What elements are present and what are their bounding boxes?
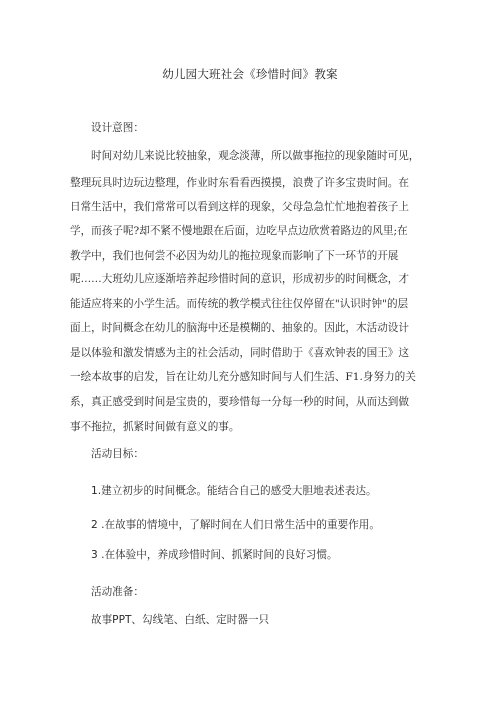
paragraph-line: 整理玩具时边玩边整理，作业时东看看西摸摸，浪费了许多宝贵时间。在 [70, 177, 409, 189]
paragraph-line: 呢……大班幼儿应逐渐培养起珍惜时间的意识，形成初步的时间概念，才 [70, 273, 409, 285]
prep-items: 故事PPT、勾线笔、白纸、定时器一只 [91, 614, 270, 626]
document-title: 幼儿园大班社会《珍惜时间》教案 [162, 67, 338, 81]
paragraph-line: 是以体验和激发情感为主的社会活动，同时借助于《喜欢钟表的国王》这 [70, 347, 409, 359]
design-heading: 设计意图： [91, 122, 144, 134]
goal-item: 3 .在体验中，养成珍惜时间、抓紧时间的良好习惯。 [91, 549, 338, 561]
paragraph-line: 日常生活中，我们常常可以看到这样的现象，父母急急忙忙地抱着孩子上 [70, 201, 409, 213]
paragraph-line: 学，而孩子呢?却不紧不慢地跟在后面，边吃早点边欣赏着路边的风里;在 [70, 225, 408, 237]
paragraph-line: 事不拖拉，抓紧时间做有意义的事。 [70, 421, 240, 433]
paragraph-line: 教学中，我们也何尝不必因为幼儿的拖拉现象而影响了下一环节的开展 [70, 250, 399, 262]
prep-heading: 活动准备： [91, 586, 144, 598]
paragraph-line: 时间对幼儿来说比较抽象，观念淡薄，所以做事拖拉的现象随时可见， [91, 150, 420, 162]
paragraph-line: 能适应将来的小学生活。而传统的教学模式往往仅停留在"认识时钟"的层 [70, 298, 409, 310]
paragraph-line: 面上，时间概念在幼儿的脑海中还是模糊的、抽象的。因此，木活动设计 [70, 322, 409, 334]
goals-heading: 活动目标： [91, 448, 144, 460]
paragraph-line: 系，真正感受到时间是宝贵的，要珍惜每一分每一秒的时间，从而达到做 [70, 396, 409, 408]
paragraph-line: 一绘本故事的启发，旨在让幼儿充分感知时间与人们生活、F1.身努力的关 [70, 371, 416, 383]
goal-item: 1.建立初步的时间概念。能结合自己的感受大胆地表述表达。 [91, 485, 377, 497]
goal-item: 2 .在故事的情境中，了解时间在人们日常生活中的重要作用。 [91, 519, 380, 531]
